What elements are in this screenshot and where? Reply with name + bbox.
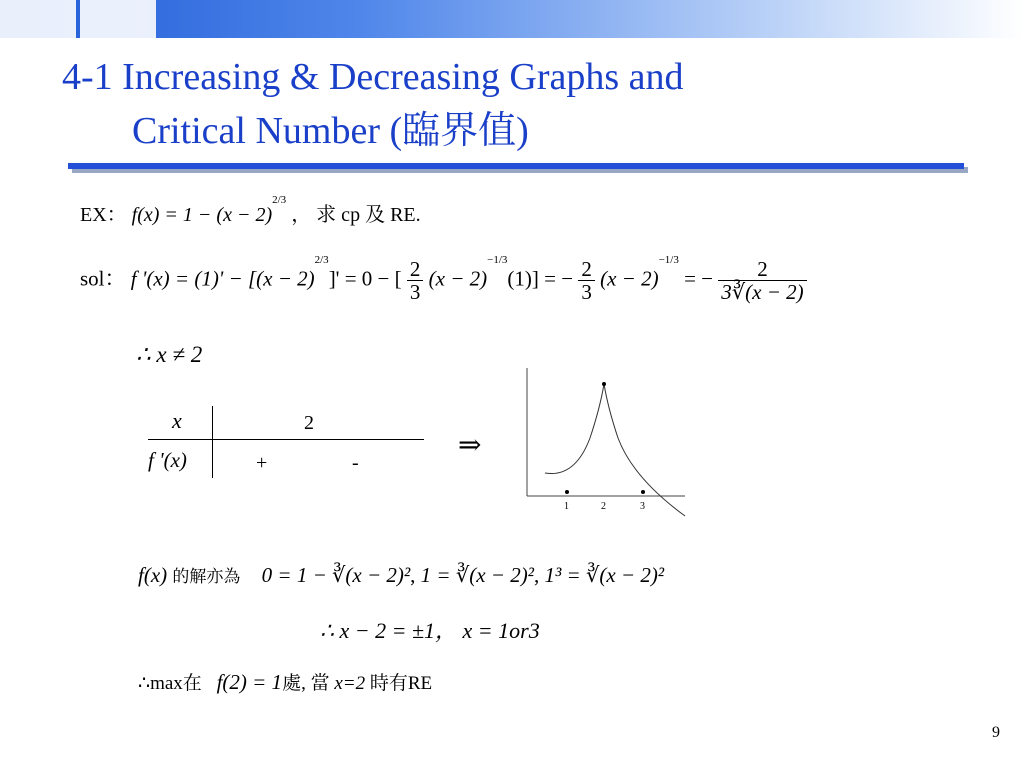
solve-eq3: 1³ = ∛(x − 2)²	[544, 563, 665, 587]
sign-table-vline	[212, 406, 213, 478]
header-block-1	[0, 0, 76, 38]
solution-exp2: −1/3	[487, 254, 508, 266]
solution-label: sol：	[80, 266, 126, 291]
fraction-1-num: 2	[407, 258, 424, 281]
solution-exp1: 2/3	[314, 254, 329, 266]
example-task: ， 求 cp 及 RE.	[291, 204, 421, 226]
title-line-2: Critical Number (臨界值)	[132, 110, 529, 152]
conclusion-end: 時有RE	[369, 673, 433, 694]
solve-lhs: f(x)	[138, 563, 168, 587]
cusp-graph	[515, 368, 695, 518]
graph-point-max	[602, 382, 606, 386]
fraction-2-den: 3	[581, 280, 592, 305]
condition-text: ∴ x ≠ 2	[136, 342, 203, 367]
graph-tick-2: 2	[601, 501, 606, 512]
example-label: EX：	[80, 204, 127, 226]
conclusion-prefix: ∴max在	[138, 673, 202, 694]
fraction-2-num: 2	[578, 258, 595, 281]
fraction-3-den: 3∛(x − 2)	[721, 280, 804, 305]
graph-point-1	[565, 490, 569, 494]
sign-table-critical: 2	[304, 412, 314, 434]
fraction-1	[407, 258, 424, 303]
solution-mid2: (x − 2)	[428, 266, 488, 291]
header-block-2	[80, 0, 156, 38]
conclusion-suffix: 處, 當	[282, 673, 330, 694]
implies-arrow: ⇒	[458, 430, 482, 461]
graph-point-3	[641, 490, 645, 494]
title-underline	[68, 163, 964, 169]
graph-tick-1: 1	[564, 501, 569, 512]
sign-table-x-label: x	[172, 408, 182, 433]
fraction-3	[718, 258, 806, 303]
solution-line	[80, 254, 807, 305]
example-exponent: 2/3	[272, 194, 287, 206]
sign-table-deriv-label: f '(x)	[148, 448, 187, 472]
solution-mid1: ]' = 0 − [	[328, 266, 402, 291]
solve-eq2: 1 = ∛(x − 2)²	[420, 563, 534, 587]
fraction-1-den: 3	[409, 280, 421, 305]
solve-text: 的解亦為	[172, 567, 241, 586]
conclusion-line-2	[138, 668, 432, 695]
example-line	[80, 194, 421, 227]
graph-tick-3: 3	[640, 501, 645, 512]
solve-sep-2: ,	[533, 563, 540, 587]
solution-exp3: −1/3	[658, 254, 679, 266]
conclusion-line-1: ∴ x − 2 = ±1， x = 1or3	[320, 618, 540, 643]
sign-table-right-sign: -	[352, 452, 359, 474]
fraction-3-num: 2	[718, 258, 806, 281]
slide-title	[62, 50, 684, 158]
solution-mid5: = −	[684, 266, 714, 291]
solution-mid4: (x − 2)	[600, 266, 659, 291]
solution-derivative: f '(x) = (1)' − [(x − 2)	[130, 266, 315, 291]
page-number: 9	[992, 724, 1000, 741]
conclusion-xval: x=2	[334, 673, 366, 694]
sign-table-hline	[148, 439, 424, 440]
solve-line	[138, 562, 664, 588]
conclusion-expr: f(2) = 1	[216, 670, 283, 694]
sign-table-left-sign: +	[256, 452, 268, 474]
solution-mid3: (1)] = −	[507, 266, 574, 291]
header-gradient-bar	[0, 0, 1024, 38]
example-function: f(x) = 1 − (x − 2)	[131, 204, 273, 226]
fraction-2	[578, 258, 595, 303]
graph-left-branch	[545, 384, 604, 474]
solve-eq1: 0 = 1 − ∛(x − 2)²	[261, 563, 411, 587]
solve-sep-1: ,	[410, 563, 416, 587]
title-line-1: 4-1 Increasing & Decreasing Graphs and	[62, 56, 684, 98]
